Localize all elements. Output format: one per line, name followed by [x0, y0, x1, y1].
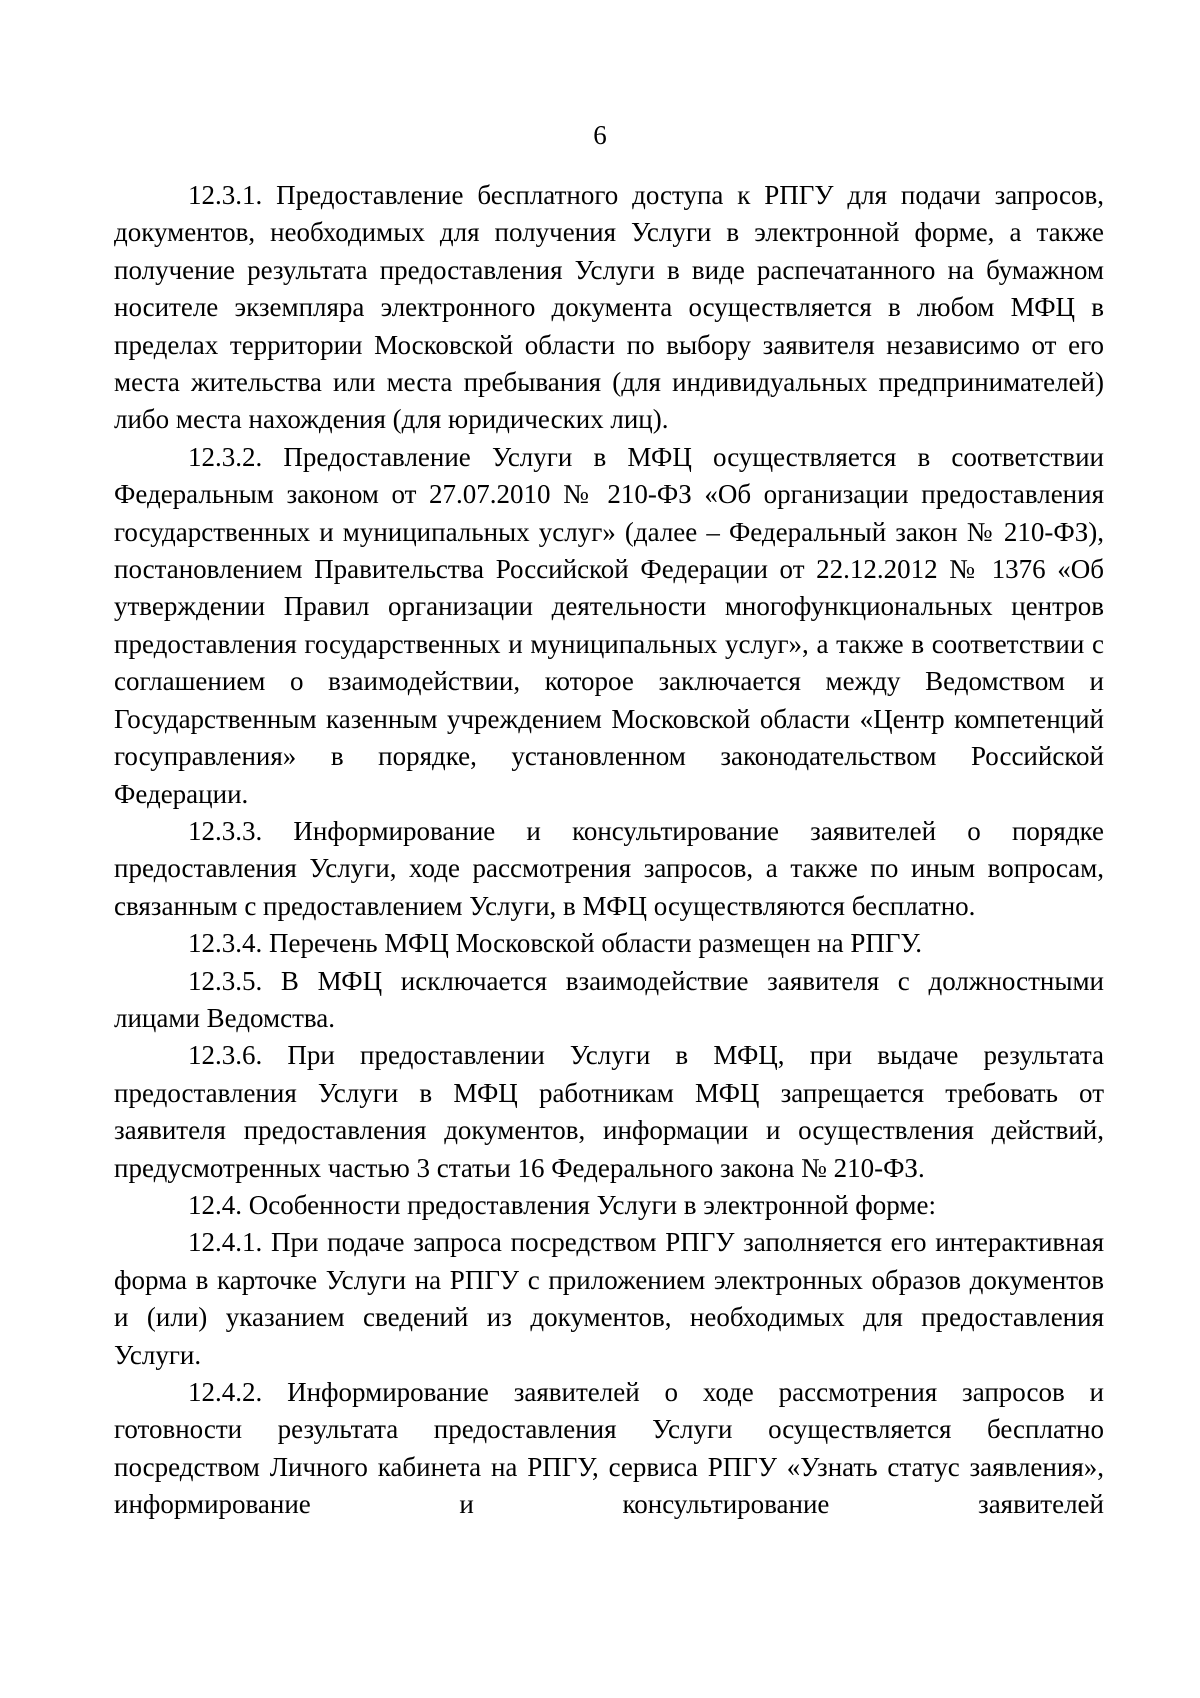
document-body [114, 177, 1104, 1524]
paragraph-12-3-5: 12.3.5. В МФЦ исключается взаимодействие заявителя с должностными лицами Ведомства. [114, 965, 1104, 1033]
page-number: 6 [593, 120, 607, 150]
paragraph-12-3-3: 12.3.3. Информирование и консультирование заявителей о порядке предоставления Услуги, ходе рассмотрения запросов, а также по иным вопросам, связанным с предоставлением Услуги, в МФЦ осуществляются бесплатно. [114, 815, 1104, 921]
paragraph-12-3-2: 12.3.2. Предоставление Услуги в МФЦ осуществляется в соответствии Федеральным законом от 27.07.2010 № 210-ФЗ «Об организации предоставления государственных и муниципальных услуг» (далее – Федеральный закон № 210-ФЗ), постановлением Правительства Российской Федерации от 22.12.2012 № 1376 «Об утверждении Правил организации деятельности многофункциональных центров предоставления государственных и муниципальных услуг», а также в соответствии с соглашением о взаимодействии, которое заключается между Ведомством и Государственным казенным учреждением Московской области «Центр компетенций госуправления» в порядке, установленном законодательством Российской Федерации. [114, 441, 1104, 809]
paragraph-12-4: 12.4. Особенности предоставления Услуги в электронной форме: [188, 1189, 936, 1220]
paragraph-12-3-4: 12.3.4. Перечень МФЦ Московской области размещен на РПГУ. [188, 928, 922, 959]
paragraph-12-4-1: 12.4.1. При подаче запроса посредством РПГУ заполняется его интерактивная форма в карточке Услуги на РПГУ с приложением электронных образов документов и (или) указанием сведений из документов, необходимых для предоставления Услуги. [114, 1227, 1104, 1370]
paragraph-12-4-2: 12.4.2. Информирование заявителей о ходе рассмотрения запросов и готовности результата предоставления Услуги осуществляется бесплатно посредством Личного кабинета на РПГУ, сервиса РПГУ «Узнать статус заявления», информирование и консультирование заявителей [114, 1377, 1104, 1520]
paragraph-12-3-6: 12.3.6. При предоставлении Услуги в МФЦ, при выдаче результата предоставления Услуги в МФЦ работникам МФЦ запрещается требовать от заявителя предоставления документов, информации и осуществления действий, предусмотренных частью 3 статьи 16 Федерального закона № 210-ФЗ. [114, 1040, 1104, 1183]
paragraph-12-3-1: 12.3.1. Предоставление бесплатного доступа к РПГУ для подачи запросов, документов, необходимых для получения Услуги в электронной форме, а также получение результата предоставления Услуги в виде распечатанного на бумажном носителе экземпляра электронного документа осуществляется в любом МФЦ в пределах территории Московской области по выбору заявителя независимо от его места жительства или места пребывания (для индивидуальных предпринимателей) либо места нахождения (для юридических лиц). [114, 180, 1104, 435]
